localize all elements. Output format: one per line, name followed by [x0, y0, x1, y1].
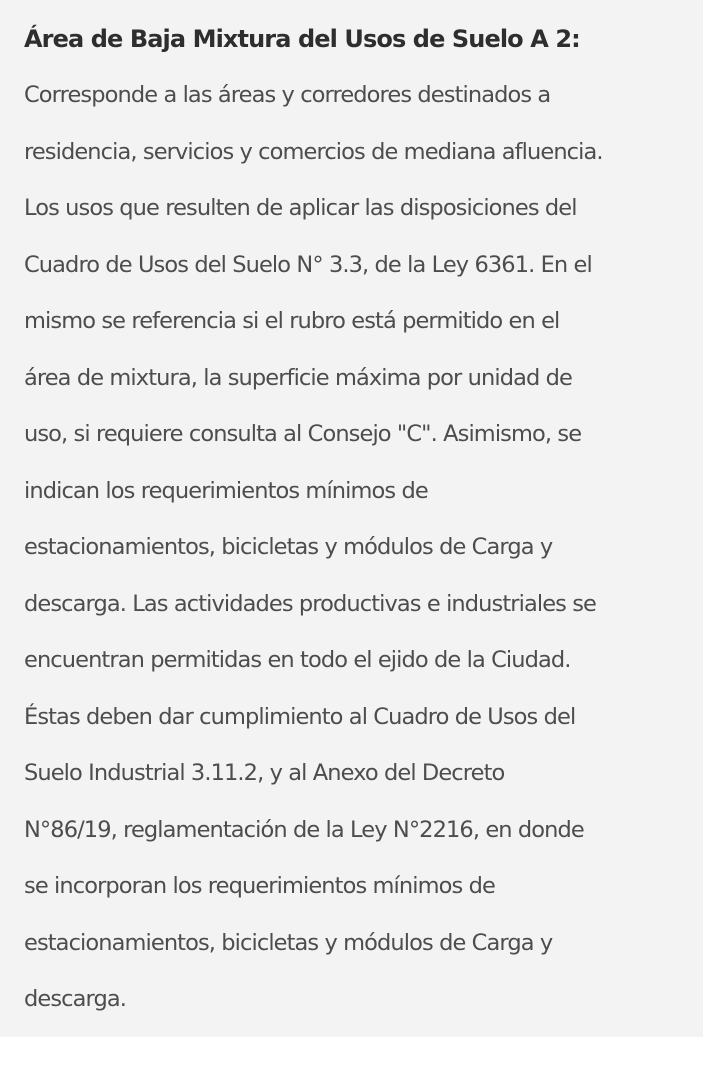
- description-line: indican los requerimientos mínimos de: [24, 477, 428, 504]
- section-description: [24, 67, 693, 1028]
- description-line: estacionamientos, bicicletas y módulos de Carga y: [24, 929, 553, 956]
- section-title: Área de Baja Mixtura del Usos de Suelo A 2:: [24, 25, 580, 53]
- description-line: descarga.: [24, 986, 126, 1012]
- description-line: encuentran permitidas en todo el ejido de la Ciudad.: [24, 647, 571, 673]
- description-line: uso, si requiere consulta al Consejo "C". Asimismo, se: [24, 421, 582, 447]
- description-line: Los usos que resulten de aplicar las disposiciones del: [24, 195, 577, 221]
- description-line: área de mixtura, la superficie máxima por unidad de: [24, 364, 572, 391]
- description-line: residencia, servicios y comercios de mediana afluencia.: [24, 138, 603, 165]
- description-line: descarga. Las actividades productivas e industriales se: [24, 590, 596, 617]
- description-line: mismo se referencia si el rubro está permitido en el: [24, 308, 560, 334]
- description-line: estacionamientos, bicicletas y módulos de Carga y: [24, 534, 553, 560]
- description-line: Suelo Industrial 3.11.2, y al Anexo del Decreto: [24, 760, 505, 786]
- description-line: Éstas deben dar cumplimiento al Cuadro de Usos del: [24, 703, 576, 730]
- description-line: N°86/19, reglamentación de la Ley N°2216, en donde: [24, 816, 584, 843]
- description-line: se incorporan los requerimientos mínimos de: [24, 873, 495, 899]
- description-line: Cuadro de Usos del Suelo N° 3.3, de la Ley 6361. En el: [24, 251, 592, 278]
- description-line: Corresponde a las áreas y corredores destinados a: [24, 82, 551, 108]
